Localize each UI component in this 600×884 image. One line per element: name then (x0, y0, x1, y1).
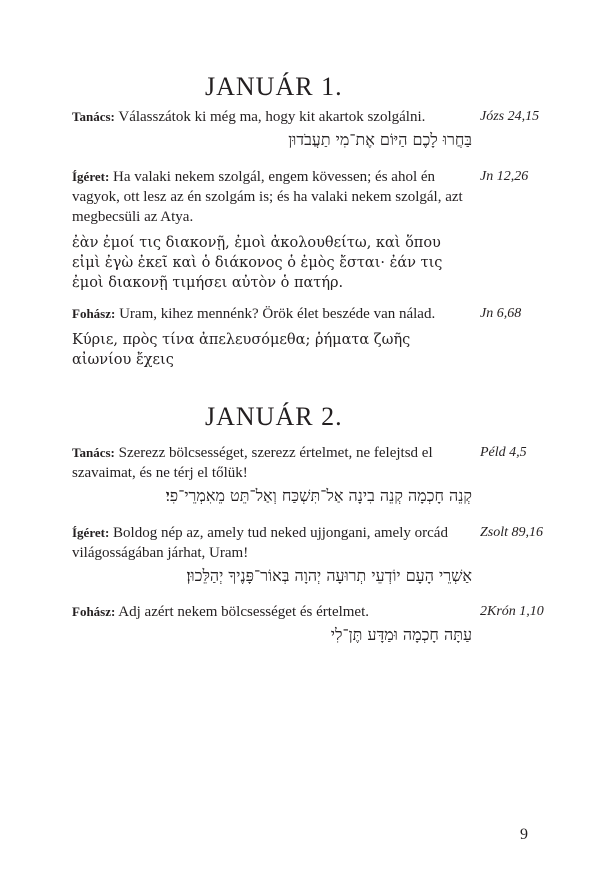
hebrew-text: קְנֵה חָכְמָה קְנֵה בִינָה אַל־תִּשְׁכַּח וְאַל־תֵּט מֵאִמְרֵי־פִי׃ (165, 486, 472, 505)
entry-text (72, 602, 472, 622)
advice-entry (72, 443, 472, 507)
page-number: 9 (520, 826, 528, 843)
entry-body: Ha valaki nekem szolgál, engem kövessen; és ahol én vagyok, ott lesz az én szolgám is; és ha valaki nekem szolgál, azt megbecsüli az Atya. (72, 169, 463, 225)
entry-label: Ígéret: (72, 169, 110, 184)
day-title: JANUÁR 2. (205, 402, 343, 431)
greek-text: Κύριε, πρὸς τίνα ἀπελευσόμεθα; ῥήματα ζωῆς αἰωνίου ἔχεις (72, 332, 411, 368)
entry-label: Fohász: (72, 604, 116, 619)
scripture-reference: Jn 6,68 (480, 306, 522, 321)
entry-label: Ígéret: (72, 525, 110, 540)
entry-text (72, 523, 472, 563)
entry-body: Boldog nép az, amely tud neked ujjongani, amely orcád világosságában járhat, Uram! (72, 525, 448, 561)
day-title: JANUÁR 1. (205, 72, 343, 101)
scripture-reference: 2Krón 1,10 (480, 604, 544, 619)
scripture-reference: Józs 24,15 (480, 109, 540, 124)
entry-text (72, 304, 472, 324)
entry-label: Tanács: (72, 109, 115, 124)
entry-body: Válasszátok ki még ma, hogy kit akartok szolgálni. (118, 109, 426, 125)
prayer-entry (72, 304, 472, 370)
promise-entry (72, 523, 472, 587)
hebrew-text: בַּחֲרוּ לָכֶם הַיּוֹם אֶת־מִי תַעֲבֹדוּן (288, 130, 472, 149)
hebrew-text: עַתָּה חָכְמָה וּמַדָּע תֶּן־לִי (330, 625, 472, 644)
scripture-reference: Péld 4,5 (480, 445, 527, 460)
scripture-reference: Zsolt 89,16 (480, 525, 544, 540)
entry-body: Adj azért nekem bölcsességet és értelmet. (118, 604, 370, 620)
entry-body: Szerezz bölcsességet, szerezz értelmet, ne felejtsd el szavaimat, és ne térj el tőlük! (72, 445, 433, 481)
greek-text: ἐὰν ἐμοί τις διακονῇ, ἐμοὶ ἀκολουθείτω, καὶ ὅπου εἰμὶ ἐγὼ ἐκεῖ καὶ ὁ διάκονος ὁ ἐμὸς ἔσται· ἐάν τις ἐμοὶ διακονῇ τιμήσει αὐτὸν ὁ πατήρ. (72, 235, 443, 291)
entry-label: Fohász: (72, 306, 116, 321)
entry-label: Tanács: (72, 445, 115, 460)
promise-entry (72, 167, 472, 293)
entry-text (72, 167, 472, 227)
entry-text (72, 107, 472, 127)
advice-entry (72, 107, 472, 151)
hebrew-text: אַשְׁרֵי הָעָם יוֹדְעֵי תְרוּעָה יְהוָה בְּאוֹר־פָּנֶיךָ יְהַלֵּכוּן׃ (186, 566, 472, 585)
entry-text (72, 443, 472, 483)
entry-body: Uram, kihez mennénk? Örök élet beszéde van nálad. (119, 306, 436, 322)
scripture-reference: Jn 12,26 (480, 169, 529, 184)
prayer-entry (72, 602, 472, 646)
